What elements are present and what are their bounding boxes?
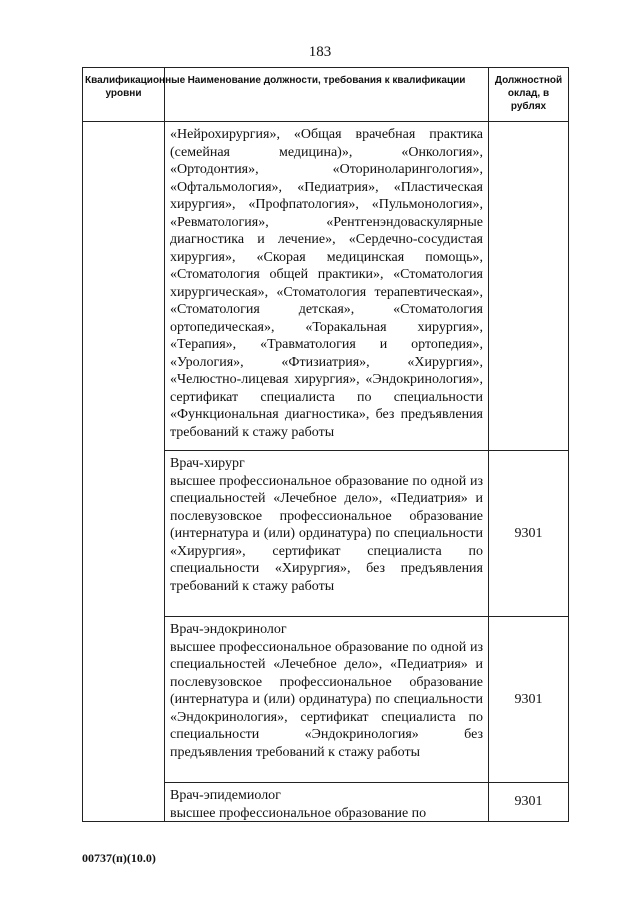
requirements-text: высшее профессиональное образование по одной из специальностей «Лечебное дело», «Педиатрия» и послевузовское профессиональное образование (интернатура и (или) ординатура) по специальности «Эндокринология», сертификат специалиста по специальности «Эндокринология» без предъявления требований к стажу работы bbox=[170, 639, 483, 760]
position-title: Врач-эндокринолог bbox=[170, 622, 287, 637]
position-cell bbox=[165, 783, 489, 822]
header-salary: Должностной оклад, в рублях bbox=[489, 68, 569, 122]
table-row bbox=[83, 122, 569, 451]
document-code: 00737(п)(10.0) bbox=[82, 851, 156, 865]
qualification-table bbox=[82, 67, 569, 822]
position-cell bbox=[165, 451, 489, 617]
salary-cell: 9301 bbox=[489, 451, 569, 617]
salary-cell bbox=[489, 122, 569, 451]
requirements-text: высшее профессиональное образование по одной из специальностей «Лечебное дело», «Педиатрия» и послевузовское профессиональное образование (интернатура и (или) ординатура) по специальности «Хирургия», сертификат специалиста по специальности «Хирургия», без предъявления требований к стажу работы bbox=[170, 473, 483, 594]
page-number: 183 bbox=[308, 44, 332, 60]
header-position-requirements: Наименование должности, требования к квалификации bbox=[165, 68, 489, 122]
position-cell bbox=[165, 122, 489, 451]
header-qualification-levels: Квалификационные уровни bbox=[83, 68, 165, 122]
salary-cell: 9301 bbox=[489, 617, 569, 783]
position-title: Врач-эпидемиолог bbox=[170, 788, 281, 803]
salary-cell: 9301 bbox=[489, 783, 569, 822]
position-title: Врач-хирург bbox=[170, 456, 245, 471]
qualification-level-cell bbox=[83, 122, 165, 822]
position-cell bbox=[165, 617, 489, 783]
requirements-text: высшее профессиональное образование по bbox=[170, 805, 427, 821]
requirements-text: «Нейрохирургия», «Общая врачебная практика (семейная медицина)», «Онкология», «Ортодонтия», «Оториноларингология», «Офтальмология», «Педиатрия», «Пластическая хирургия», «Профпатология», «Пульмонология», «Ревматология», «Рентгенэндоваскулярные диагностика и лечение», «Сердечно-сосудистая хирургия», «Скорая медицинская помощь», «Стоматология общей практики», «Стоматология хирургическая», «Стоматология терапевтическая», «Стоматология детская», «Стоматология ортопедическая», «Торакальная хирургия», «Терапия», «Травматология и ортопедия», «Урология», «Фтизиатрия», «Хирургия», «Челюстно-лицевая хирургия», «Эндокринология», сертификат специалиста по специальности «Функциональная диагностика», без предъявления требований к стажу работы bbox=[170, 127, 483, 440]
table-header-row bbox=[83, 68, 569, 122]
